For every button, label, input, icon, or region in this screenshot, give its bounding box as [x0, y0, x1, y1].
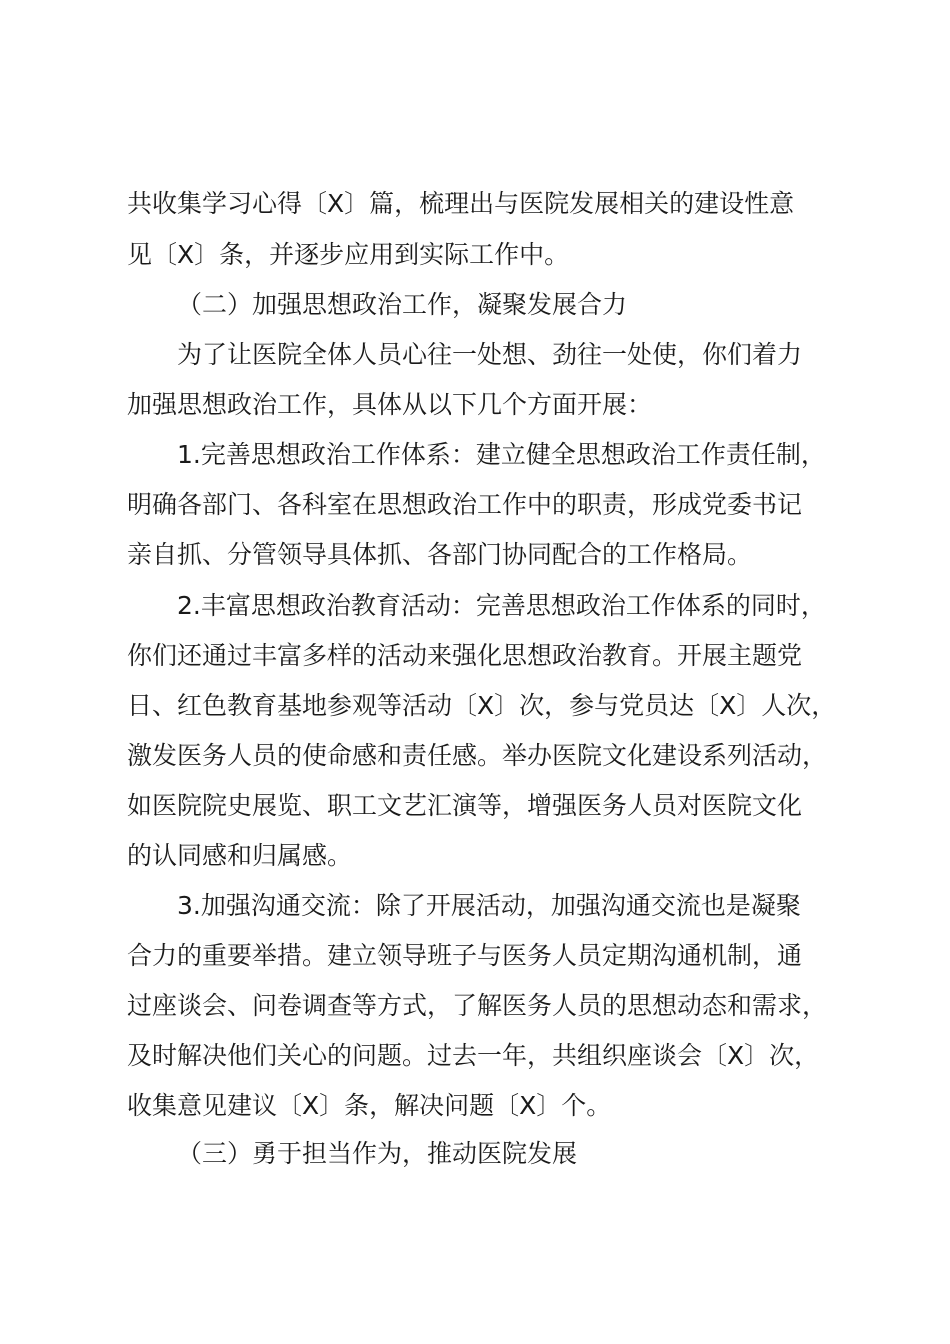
text-line: 过座谈会、问卷调查等方式，了解医务人员的思想动态和需求，: [127, 991, 828, 1020]
paragraph-first-line: 为了让医院全体人员心往一处想、劲往一处使，你们着力: [177, 340, 803, 369]
text-line: 合力的重要举措。建立领导班子与医务人员定期沟通机制，通: [127, 941, 803, 970]
text-line: 收集意见建议〔X〕条，解决问题〔X〕个。: [127, 1091, 612, 1120]
numbered-item-first-line: 1.完善思想政治工作体系：建立健全思想政治工作责任制，: [177, 440, 826, 469]
section-heading: （三）勇于担当作为，推动医院发展: [177, 1139, 578, 1168]
text-line: 见〔X〕条，并逐步应用到实际工作中。: [127, 240, 570, 269]
numbered-item-first-line: 2.丰富思想政治教育活动：完善思想政治工作体系的同时，: [177, 591, 826, 620]
section-heading: （二）加强思想政治工作，凝聚发展合力: [177, 290, 628, 319]
numbered-item-first-line: 3.加强沟通交流：除了开展活动，加强沟通交流也是凝聚: [177, 891, 801, 920]
text-line: 共收集学习心得〔X〕篇，梳理出与医院发展相关的建设性意: [127, 189, 795, 218]
text-line: 明确各部门、各科室在思想政治工作中的职责，形成党委书记: [127, 490, 803, 519]
text-line: 及时解决他们关心的问题。过去一年，共组织座谈会〔X〕次，: [127, 1041, 820, 1070]
text-line: 日、红色教育基地参观等活动〔X〕次，参与党员达〔X〕人次，: [127, 691, 837, 720]
text-line: 亲自抓、分管领导具体抓、各部门协同配合的工作格局。: [127, 540, 753, 569]
text-line: 如医院院史展览、职工文艺汇演等，增强医务人员对医院文化: [127, 791, 803, 820]
text-line: 激发医务人员的使命感和责任感。举办医院文化建设系列活动，: [127, 741, 828, 770]
text-line: 加强思想政治工作，具体从以下几个方面开展：: [127, 390, 653, 419]
text-line: 的认同感和归属感。: [127, 841, 353, 870]
text-line: 你们还通过丰富多样的活动来强化思想政治教育。开展主题党: [127, 641, 803, 670]
